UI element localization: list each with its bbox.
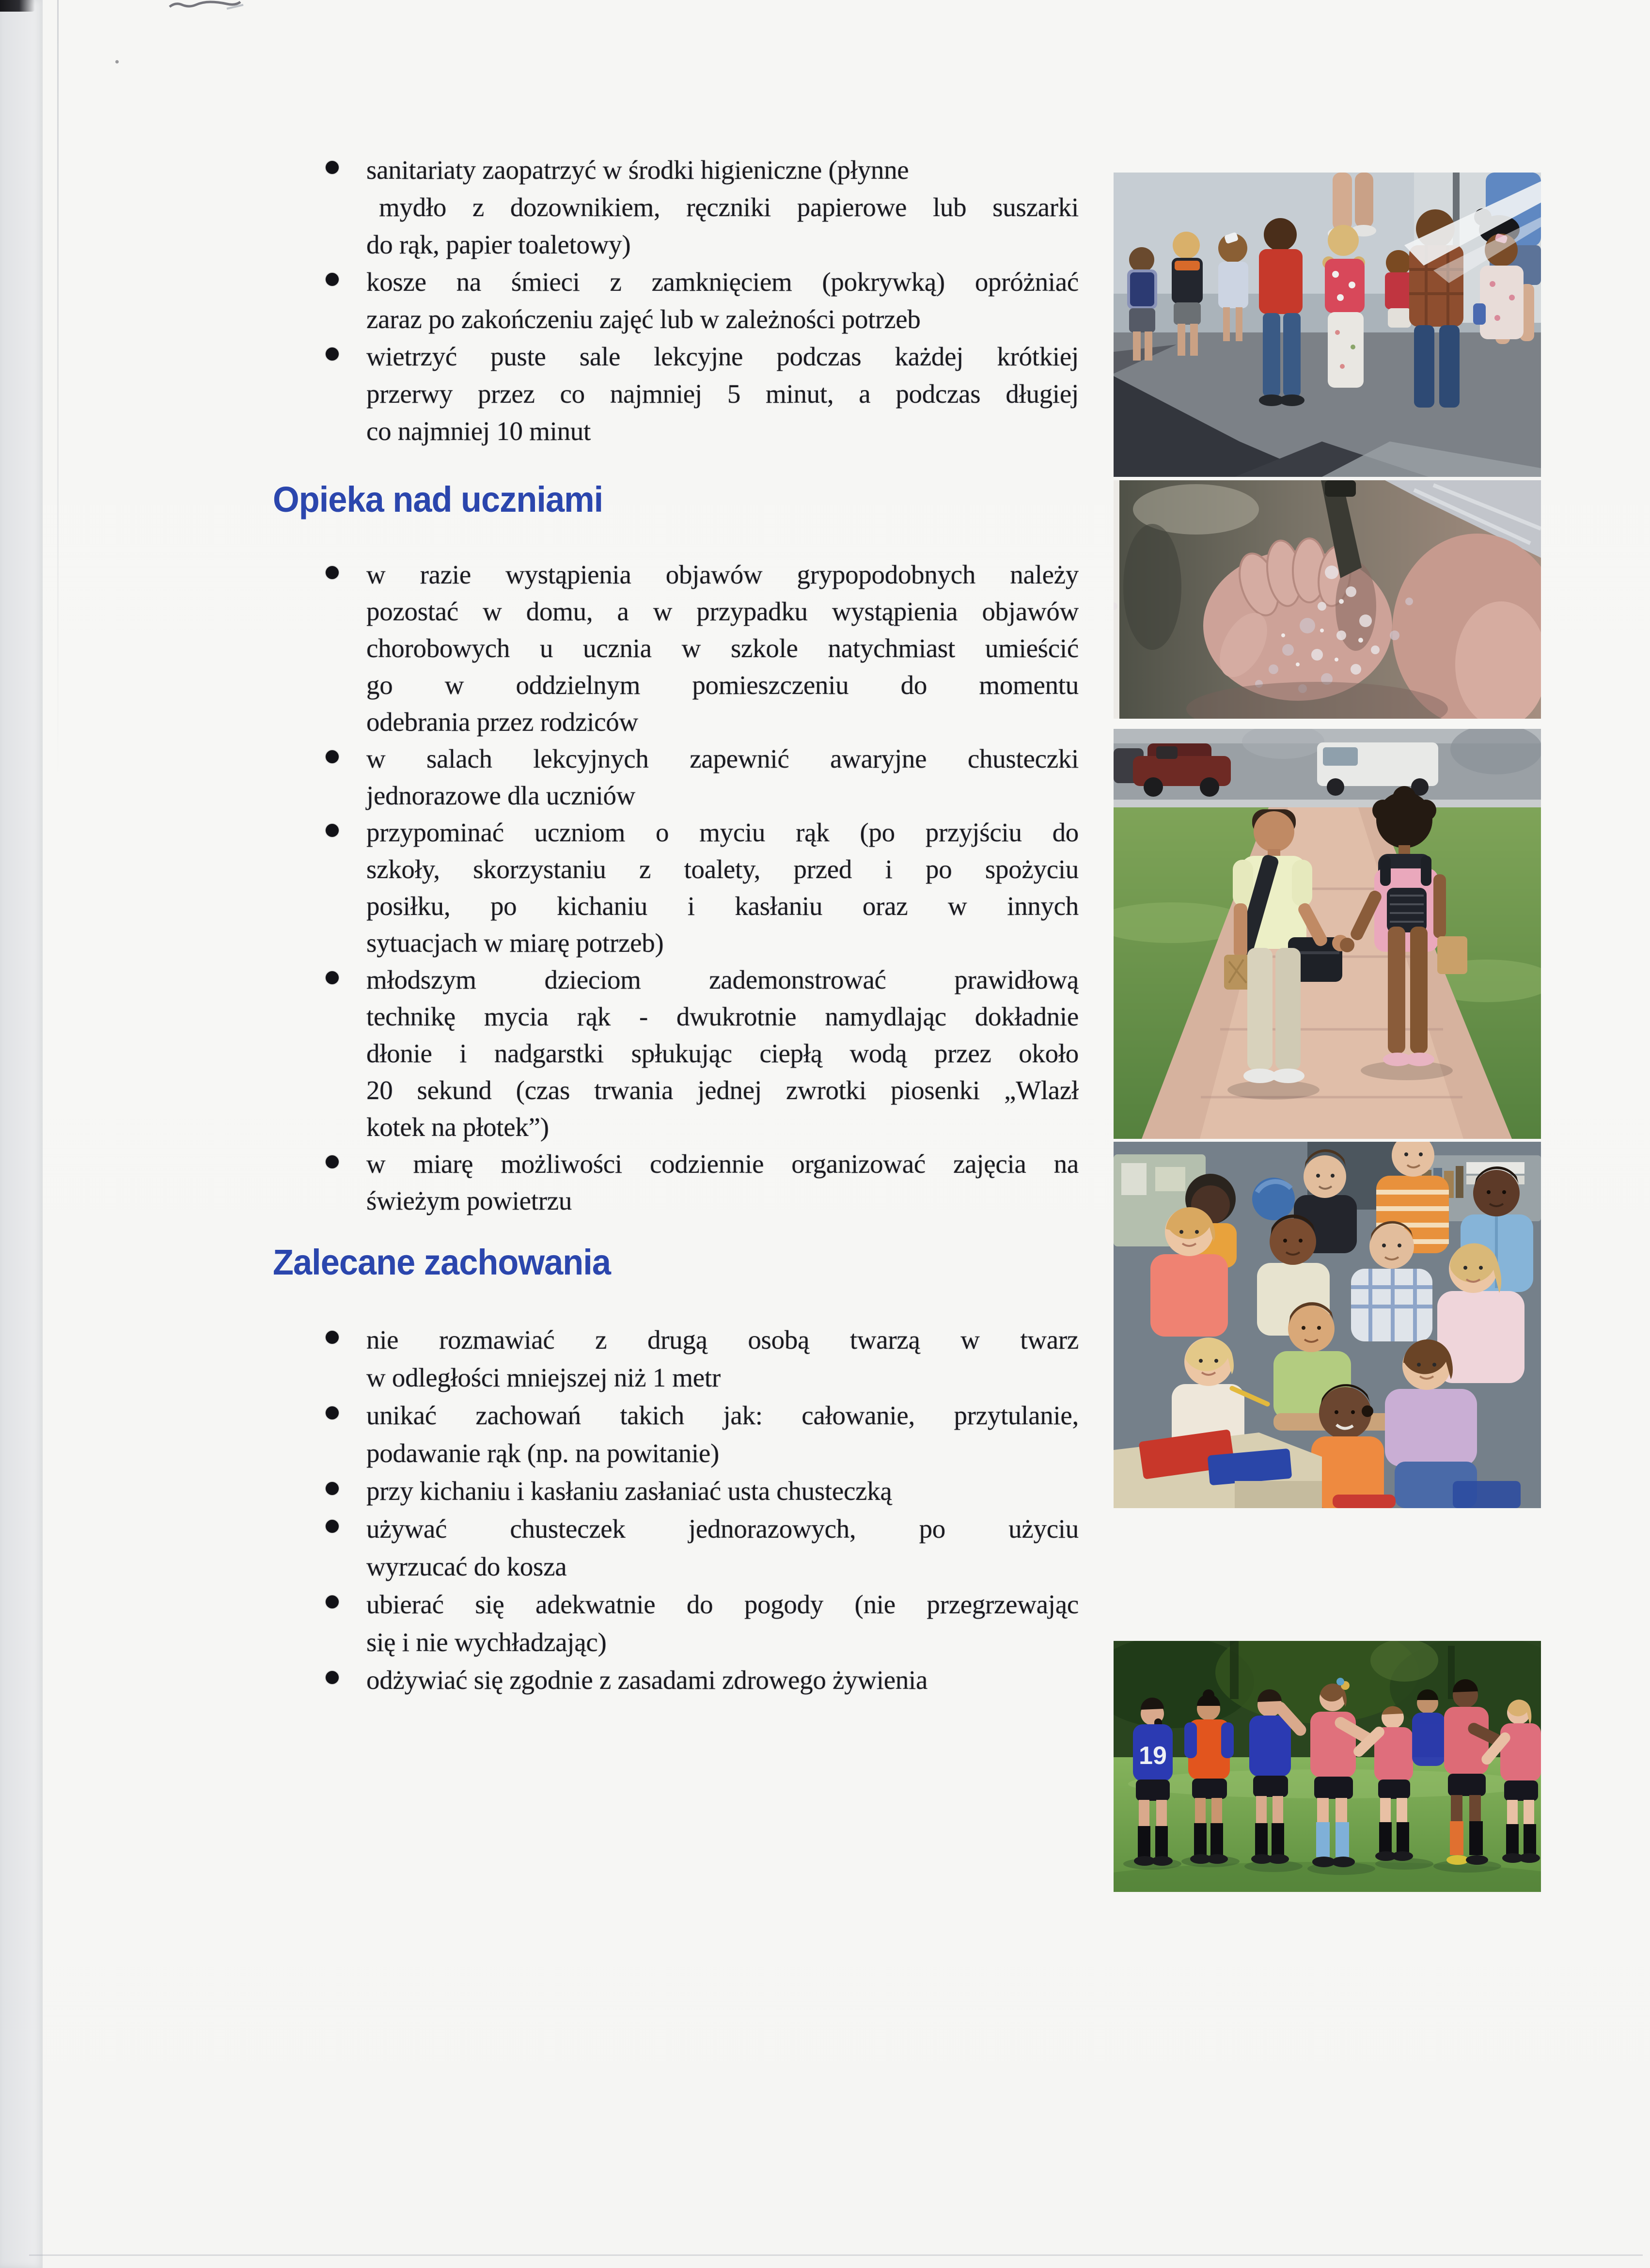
bullet-line-text: młodszym dzieciom zademonstrować prawidłową bbox=[366, 965, 1079, 994]
photo-washing-hands-art bbox=[1114, 480, 1541, 719]
bullet-icon bbox=[318, 1146, 366, 1182]
photo-children-with-backpacks bbox=[1114, 173, 1541, 477]
bullet-icon bbox=[318, 1586, 366, 1623]
bullet-line-text: przerwy przez co najmniej 5 minut, a podczas długiej bbox=[366, 379, 1079, 409]
bullet-icon bbox=[318, 263, 366, 300]
bullet-spacer bbox=[318, 1623, 366, 1661]
bullet-line bbox=[318, 1548, 1079, 1586]
bullet-line-text: odżywiać się zgodnie z zasadami zdrowego żywienia bbox=[366, 1665, 928, 1695]
bullet-line-text: dłonie i nadgarstki spłukując ciepłą wodą przez około bbox=[366, 1039, 1079, 1068]
bullet-line-text: co najmniej 10 minut bbox=[366, 416, 591, 446]
bullet-line bbox=[318, 961, 1079, 998]
bullet-line bbox=[318, 1397, 1079, 1434]
bullet-spacer bbox=[318, 412, 366, 450]
bullet-spacer bbox=[318, 1109, 366, 1146]
photo-two-children-walking-art bbox=[1114, 729, 1541, 1139]
bullet-line-text: jednorazowe dla uczniów bbox=[366, 781, 636, 810]
bullet-icon bbox=[318, 338, 366, 375]
bullet-line-text: w odległości mniejszej niż 1 metr bbox=[366, 1363, 721, 1392]
bullet-line-text: odebrania przez rodziców bbox=[366, 707, 638, 737]
bullet-icon bbox=[318, 961, 366, 998]
bullet-spacer bbox=[318, 1434, 366, 1472]
bullet-line bbox=[318, 1072, 1079, 1109]
scan-speck bbox=[115, 60, 119, 63]
bullet-spacer bbox=[318, 704, 366, 740]
scanner-edge-strip bbox=[0, 0, 43, 2268]
bullet-spacer bbox=[318, 1072, 366, 1109]
bullet-icon bbox=[318, 556, 366, 593]
bullet-line-text: nie rozmawiać z drugą osobą twarzą w twarz bbox=[366, 1325, 1079, 1354]
bullet-line-text: w razie wystąpienia objawów grypopodobnych należy bbox=[366, 560, 1079, 589]
bullet-line bbox=[318, 851, 1079, 888]
bullet-line bbox=[318, 1109, 1079, 1146]
bullet-line-text: szkoły, skorzystaniu z toalety, przed i po spożyciu bbox=[366, 854, 1079, 884]
bullet-line-text: używać chusteczek jednorazowych, po użyciu bbox=[366, 1514, 1079, 1544]
scan-bottom-edge bbox=[29, 2254, 1643, 2256]
bullet-line bbox=[318, 1661, 1079, 1699]
bullet-spacer bbox=[318, 1035, 366, 1072]
bullet-line-text: wyrzucać do kosza bbox=[366, 1552, 567, 1581]
bullet-spacer bbox=[318, 1359, 366, 1397]
bullet-list-sanitary bbox=[318, 151, 1079, 450]
bullet-line bbox=[318, 375, 1079, 412]
bullet-line bbox=[318, 777, 1079, 814]
bullet-spacer bbox=[318, 998, 366, 1035]
bullet-line bbox=[318, 1359, 1079, 1397]
bullet-spacer bbox=[318, 777, 366, 814]
bullet-line bbox=[318, 814, 1079, 851]
bullet-line bbox=[318, 338, 1079, 375]
bullet-spacer bbox=[318, 1548, 366, 1586]
bullet-line-text: przy kichaniu i kasłaniu zasłaniać usta chusteczką bbox=[366, 1476, 892, 1506]
bullet-line-text: przypominać uczniom o myciu rąk (po przyjściu do bbox=[366, 818, 1079, 847]
bullet-line bbox=[318, 1510, 1079, 1548]
bullet-line bbox=[318, 704, 1079, 740]
bullet-icon bbox=[318, 1397, 366, 1434]
section-heading-opieka-text: Opieka nad uczniami bbox=[273, 479, 603, 520]
bullet-line bbox=[318, 888, 1079, 925]
bullet-line bbox=[318, 412, 1079, 450]
bullet-line-text: podawanie rąk (np. na powitanie) bbox=[366, 1438, 720, 1468]
bullet-line-text: kotek na płotek”) bbox=[366, 1112, 549, 1142]
photo-two-children-walking bbox=[1114, 729, 1541, 1139]
bullet-line bbox=[318, 1146, 1079, 1182]
section-heading-zalecane-text: Zalecane zachowania bbox=[273, 1242, 611, 1282]
bullet-icon bbox=[318, 1321, 366, 1359]
bullet-spacer bbox=[318, 667, 366, 704]
photo-classroom-group-art bbox=[1114, 1142, 1541, 1508]
bullet-line-text: pozostać w domu, a w przypadku wystąpienia objawów bbox=[366, 597, 1079, 626]
bullet-line-text: ubierać się adekwatnie do pogody (nie przegrzewając bbox=[366, 1590, 1079, 1619]
section-heading-zalecane bbox=[273, 1242, 629, 1283]
bullet-line bbox=[318, 226, 1079, 263]
bullet-line bbox=[318, 1586, 1079, 1623]
bullet-spacer bbox=[318, 189, 366, 226]
bullet-line-text: kosze na śmieci z zamknięciem (pokrywką) opróżniać bbox=[366, 267, 1079, 297]
bullet-spacer bbox=[318, 888, 366, 925]
photo-children-with-backpacks-art bbox=[1114, 173, 1541, 477]
bullet-spacer bbox=[318, 1182, 366, 1219]
bullet-line-text: się i nie wychładzając) bbox=[366, 1627, 607, 1657]
bullet-line-text: w miarę możliwości codziennie organizować zajęcia na bbox=[366, 1149, 1079, 1179]
bullet-line bbox=[318, 151, 1079, 189]
bullet-line bbox=[318, 740, 1079, 777]
bullet-spacer bbox=[318, 300, 366, 338]
bullet-line bbox=[318, 263, 1079, 300]
photo-washing-hands bbox=[1114, 480, 1541, 719]
bullet-icon bbox=[318, 1510, 366, 1548]
bullet-line-text: w salach lekcyjnych zapewnić awaryjne chusteczki bbox=[366, 744, 1079, 773]
bullet-icon bbox=[318, 740, 366, 777]
bullet-line bbox=[318, 925, 1079, 961]
bullet-icon bbox=[318, 1472, 366, 1510]
bullet-line bbox=[318, 1623, 1079, 1661]
bullet-line bbox=[318, 1472, 1079, 1510]
bullet-spacer bbox=[318, 593, 366, 630]
bullet-line-text: świeżym powietrzu bbox=[366, 1186, 572, 1215]
bullet-list-opieka bbox=[318, 556, 1079, 1219]
bullet-line-text: 20 sekund (czas trwania jednej zwrotki piosenki „Wlazł bbox=[366, 1075, 1079, 1105]
bullet-icon bbox=[318, 1661, 366, 1699]
bullet-spacer bbox=[318, 226, 366, 263]
bullet-line bbox=[318, 300, 1079, 338]
section-heading-opieka bbox=[273, 479, 620, 520]
photo-soccer-teams bbox=[1114, 1641, 1541, 1892]
bullet-line-text: go w oddzielnym pomieszczeniu do momentu bbox=[366, 670, 1079, 700]
bullet-line-text: unikać zachowań takich jak: całowanie, przytulanie, bbox=[366, 1401, 1079, 1430]
jersey-number: 19 bbox=[1139, 1742, 1167, 1770]
bullet-line bbox=[318, 667, 1079, 704]
bullet-line bbox=[318, 1182, 1079, 1219]
bullet-line-text: technikę mycia rąk - dwukrotnie namydlając dokładnie bbox=[366, 1002, 1079, 1031]
bullet-line bbox=[318, 1434, 1079, 1472]
bullet-line-text: mydło z dozownikiem, ręczniki papierowe lub suszarki bbox=[379, 192, 1079, 222]
bullet-line bbox=[318, 593, 1079, 630]
bullet-spacer bbox=[318, 851, 366, 888]
bullet-spacer bbox=[318, 630, 366, 667]
pen-squiggle-mark bbox=[169, 0, 246, 12]
bullet-line-text: sanitariaty zaopatrzyć w środki higieniczne (płynne bbox=[366, 155, 909, 185]
photo-soccer-teams-art bbox=[1114, 1641, 1541, 1892]
bullet-spacer bbox=[318, 375, 366, 412]
bullet-line bbox=[318, 630, 1079, 667]
photo-classroom-group bbox=[1114, 1142, 1541, 1508]
bullet-line-text: sytuacjach w miarę potrzeb) bbox=[366, 928, 664, 958]
bullet-spacer bbox=[318, 925, 366, 961]
bullet-line bbox=[318, 1321, 1079, 1359]
paper-crease-line bbox=[57, 0, 59, 775]
bullet-icon bbox=[318, 151, 366, 189]
bullet-line bbox=[318, 1035, 1079, 1072]
bullet-icon bbox=[318, 814, 366, 851]
bullet-line-text: zaraz po zakończeniu zajęć lub w zależności potrzeb bbox=[366, 304, 921, 334]
bullet-line bbox=[318, 998, 1079, 1035]
bullet-line bbox=[318, 189, 1079, 226]
bullet-line-text: wietrzyć puste sale lekcyjne podczas każdej krótkiej bbox=[366, 342, 1079, 371]
scan-corner-mark bbox=[0, 0, 35, 12]
bullet-line-text: do rąk, papier toaletowy) bbox=[366, 230, 631, 259]
bullet-line-text: chorobowych u ucznia w szkole natychmiast umieścić bbox=[366, 633, 1079, 663]
bullet-line bbox=[318, 556, 1079, 593]
bullet-list-zalecane bbox=[318, 1321, 1079, 1699]
bullet-line-text: posiłku, po kichaniu i kasłaniu oraz w innych bbox=[366, 891, 1079, 921]
